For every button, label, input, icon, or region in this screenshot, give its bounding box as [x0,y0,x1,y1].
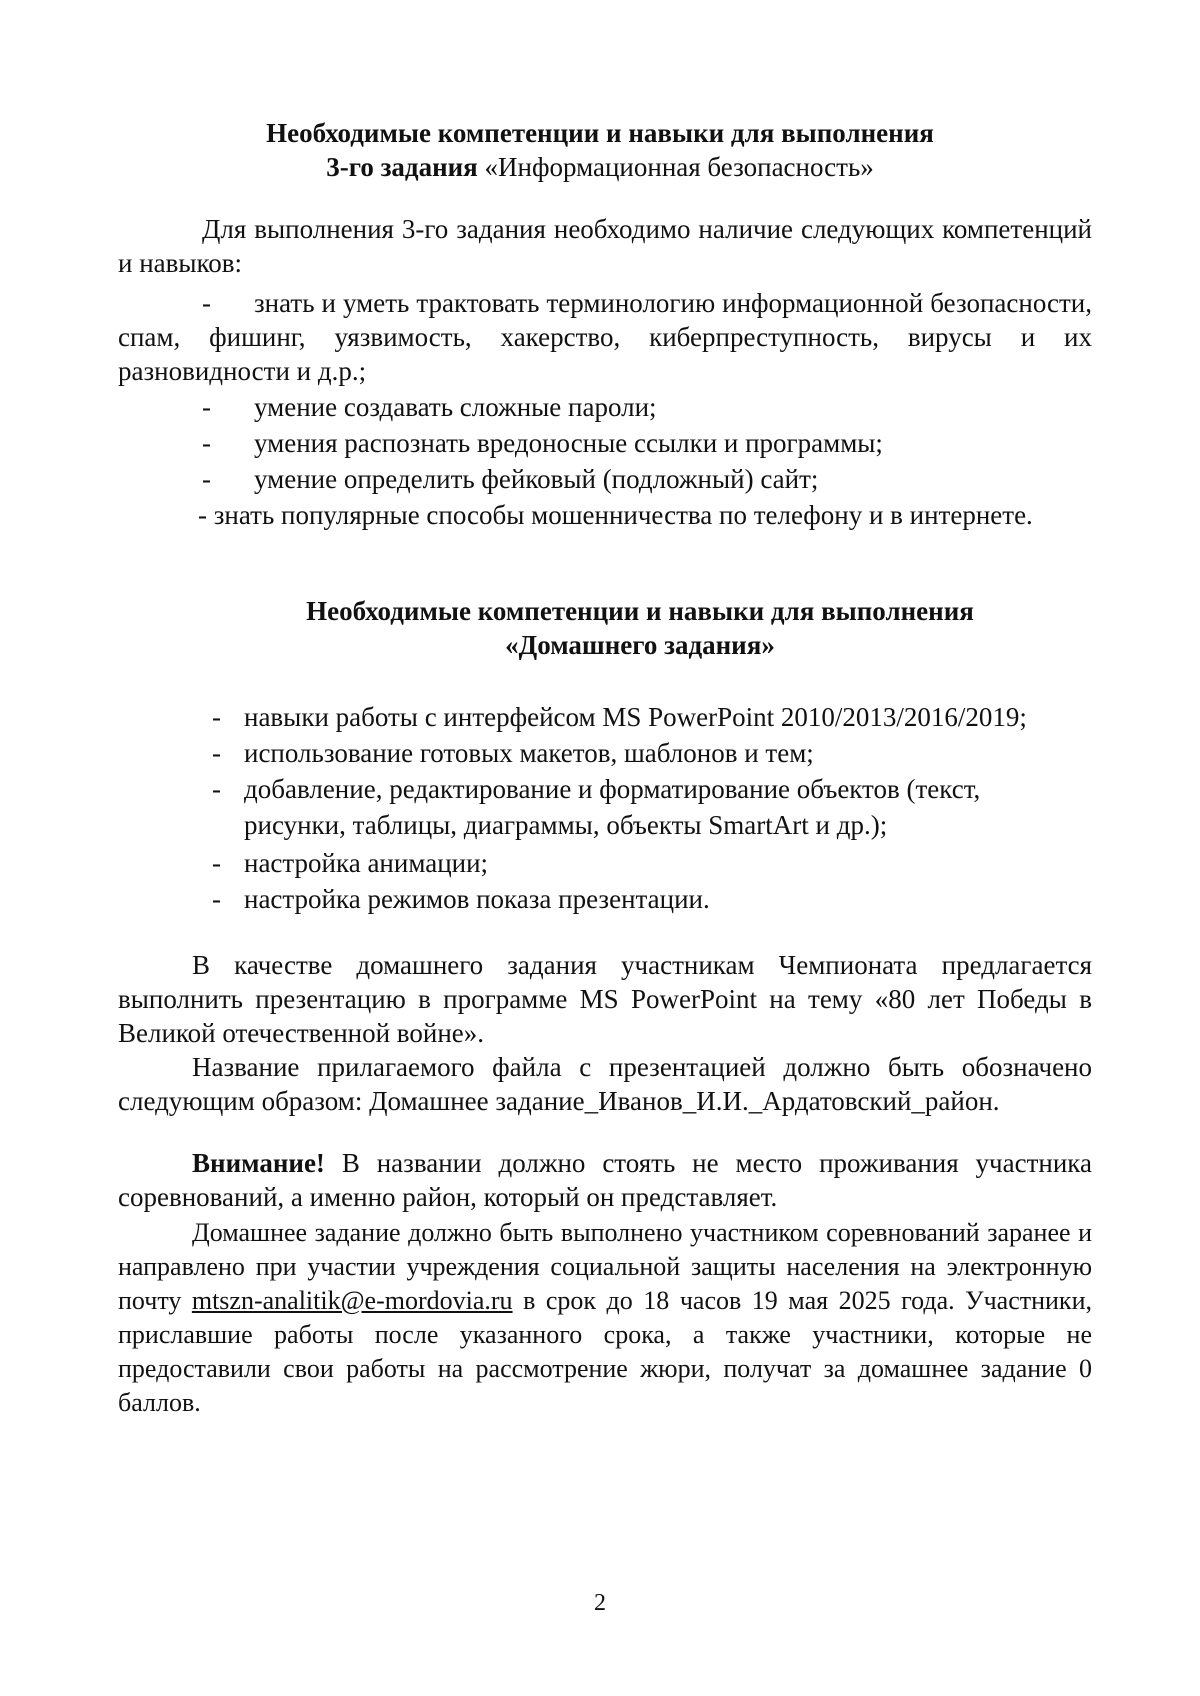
section2-item-3-cont: рисунки, таблицы, диаграммы, объекты SmartArt и др.); [244,810,888,840]
section1-heading-line1: Необходимые компетенции и навыки для выполнения [266,118,934,148]
section1-item-3: умения распознать вредоносные ссылки и программы; [254,428,883,458]
homework-description: В качестве домашнего задания участникам Чемпионата предлагается выполнить презентацию в программе MS PowerPoint на тему «80 лет Победы в Великой отечественной войне». [118,950,1092,1048]
section1-heading-line2 [120,150,1080,184]
list-dash: - [202,392,211,422]
deadline-text-after: в срок до 18 часов 19 мая 2025 года. Участники, приславшие работы после указанного срока, а также участники, которые не предоставили свои работы на рассмотрение жюри, получат за домашнее задание 0 баллов. [118,1286,1092,1417]
section1-heading-task: 3-го задания [326,152,478,182]
list-dash: - [212,884,221,914]
section2-item-2: использование готовых макетов, шаблонов и тем; [244,738,814,768]
list-dash: - [212,774,221,804]
page-number: 2 [594,1590,606,1616]
list-dash: - [212,702,221,732]
section1-item-2: умение создавать сложные пароли; [254,392,657,422]
section2-item-5: настройка режимов показа презентации. [244,884,710,914]
list-dash: - [202,428,211,458]
list-dash: - [212,848,221,878]
attention-text: В названии должно стоять не место проживания участника соревнований, а именно район, который он представляет. [118,1148,1092,1212]
section2-item-1: навыки работы с интерфейсом MS PowerPoint 2010/2013/2016/2019; [244,702,1027,732]
attention-note [118,1146,1092,1214]
section1-item-1: знать и уметь трактовать терминологию информационной безопасности, спам, фишинг, уязвимость, хакерство, киберпреступность, вирусы и их разновидности и д.р.; [118,288,1092,386]
section2-heading-line2: «Домашнего задания» [505,630,775,660]
deadline-paragraph [118,1216,1092,1420]
email-link[interactable]: mtszn-analitik@e-mordovia.ru [191,1286,513,1315]
section1-item-4: умение определить фейковый (подложный) сайт; [254,464,819,494]
deadline-text-before: Домашнее задание должно быть выполнено участником соревнований заранее и направлено при участии учреждения социальной защиты населения на электронную почту [118,1218,1092,1315]
section1-item-5: - знать популярные способы мошенничества по телефону и в интернете. [198,500,1033,530]
section2-heading-line1: Необходимые компетенции и навыки для выполнения [306,596,974,626]
list-dash: - [212,738,221,768]
section2-item-4: настройка анимации; [244,848,489,878]
list-dash: - [202,464,211,494]
section1-heading [120,116,1080,184]
section2-heading [160,594,1120,662]
file-naming-rule: Название прилагаемого файла с презентацией должно быть обозначено следующим образом: Домашнее задание_Иванов_И.И._Ардатовский_район. [118,1052,1092,1116]
list-dash: - [202,288,211,318]
section2-item-3: добавление, редактирование и форматирование объектов (текст, [244,774,981,804]
attention-label: Внимание! [192,1148,325,1178]
section1-heading-topic: «Информационная безопасность» [477,152,874,182]
section1-intro: Для выполнения 3-го задания необходимо наличие следующих компетенций и навыков: [118,214,1092,278]
